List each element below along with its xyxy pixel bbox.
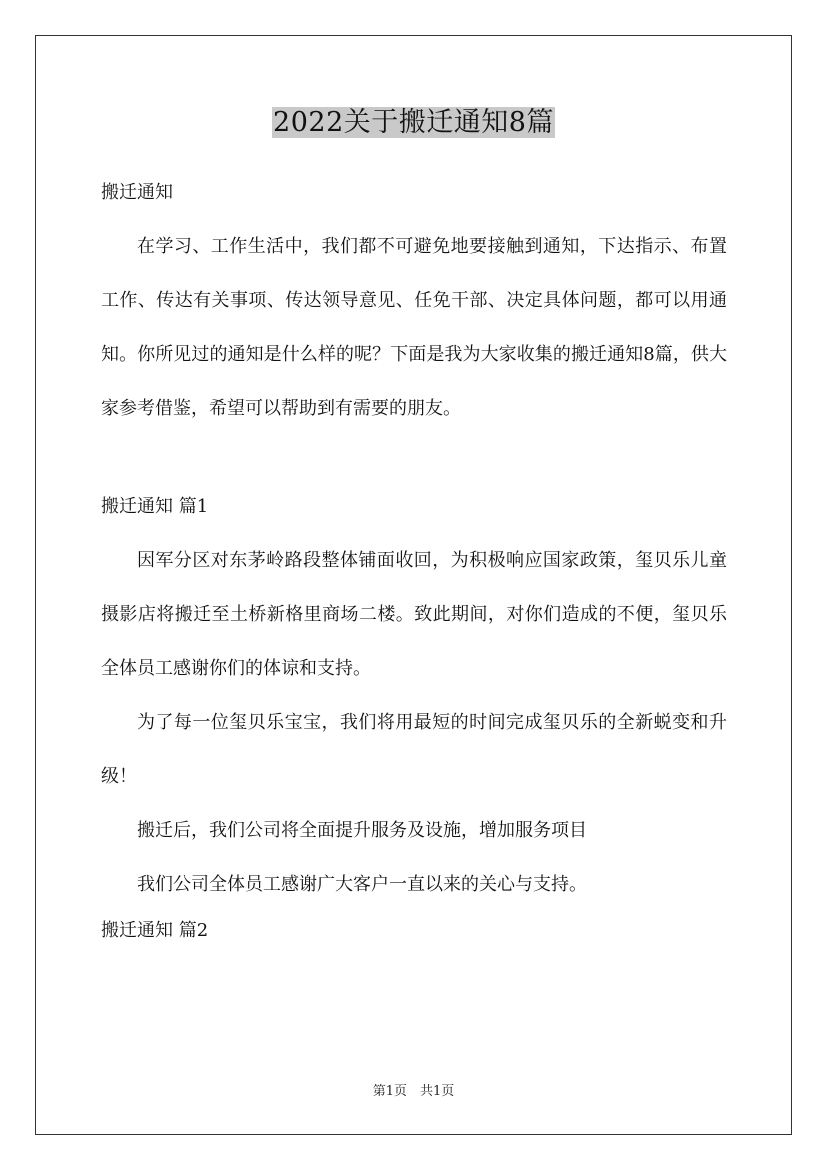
section-1-paragraph-4: 我们公司全体员工感谢广大客户一直以来的关心与支持。 (137, 874, 587, 895)
section-1-paragraph-1: 因军分区对东茅岭路段整体铺面收回，为积极响应国家政策，玺贝乐儿童摄影店将搬迁至土桥新格里商场二楼。致此期间，对你们造成的不便，玺贝乐全体员工感谢你们的体谅和支持。 (101, 550, 727, 679)
document-title-text: 2022关于搬迁通知8篇 (273, 107, 554, 138)
intro-heading: 搬迁通知 (101, 182, 173, 203)
document-title (0, 104, 827, 142)
spacer (101, 526, 727, 534)
page-footer (0, 1083, 827, 1101)
section-1-paragraph-3: 搬迁后，我们公司将全面提升服务及设施，增加服务项目 (137, 820, 587, 841)
section-1-paragraph-2: 为了每一位玺贝乐宝宝，我们将用最短的时间完成玺贝乐的全新蜕变和升级！ (101, 712, 727, 787)
page-number-label: 第1页 共1页 (372, 1084, 455, 1099)
spacer (101, 212, 727, 220)
intro-paragraph: 在学习、工作生活中，我们都不可避免地要接触到通知，下达指示、布置工作、传达有关事项、传达领导意见、任免干部、决定具体问题，都可以用通知。你所见过的通知是什么样的呢？下面是我为大家收集的搬迁通知8篇，供大家参考借鉴，希望可以帮助到有需要的朋友。 (101, 236, 727, 419)
spacer (101, 436, 727, 488)
section-2-heading: 搬迁通知 篇2 (101, 920, 209, 941)
document-body (101, 174, 727, 950)
section-1-heading: 搬迁通知 篇1 (101, 496, 209, 517)
